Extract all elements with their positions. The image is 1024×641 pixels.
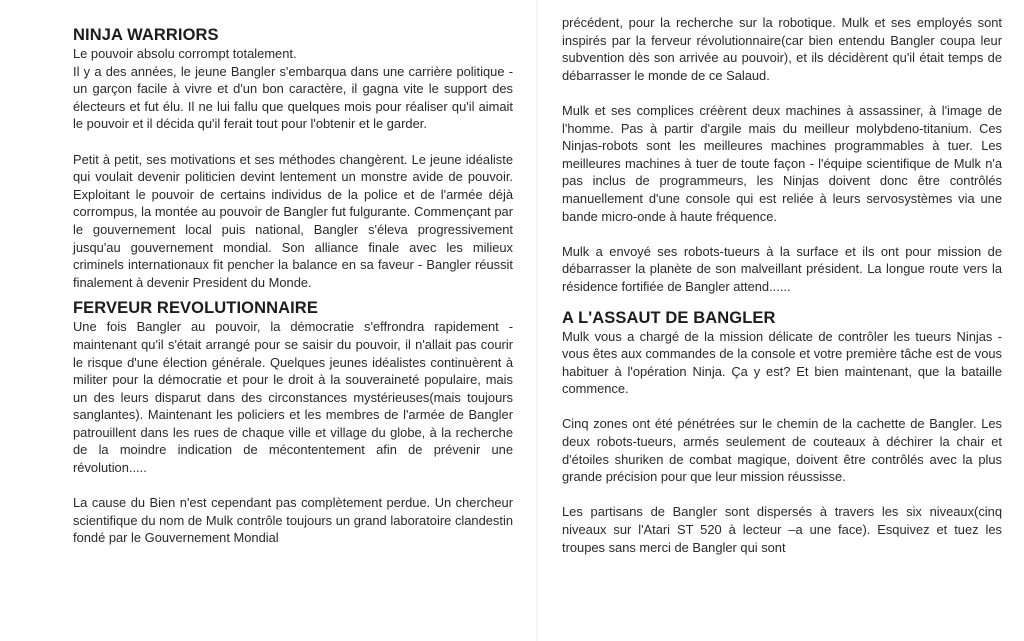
heading-assaut-bangler: A L'ASSAUT DE BANGLER bbox=[562, 308, 776, 327]
paragraph-bangler-rise: Petit à petit, ses motivations et ses méthodes changèrent. Le jeune idéaliste qui voulait devenir politicien devint lentement un monstre avide de pouvoir. Exploitant le pouvoir de certains individus de la police et de l'armée déjà corrompus, la montée au pouvoir de Bangler fut fulgurante. Commençant par le gouvernement local puis national, Bangler s'éleva progressivement jusqu'au gouvernement mondial. Son alliance finale avec les milieux criminels internationaux fit pencher la balance en sa faveur - Bangler réussit finalement à devenir President du Monde. bbox=[73, 151, 513, 290]
paragraph-democracy-collapse: Une fois Bangler au pouvoir, la démocratie s'effrondra rapidement - maintenant qu'il s'était arrangé pour se saisir du pouvoir, il n'allait pas courir le risque d'une élection générale. Quelques jeunes idéalistes continuèrent à militer pour la démocratie et pour le droit à la souveraineté populaire, mais un des leurs disparut dans des circonstances mystérieuses(mais toujours sanglantes). Maintenant les policiers et les membres de l'armée de Bangler patrouillent dans les rues de chaque ville et village du globe, à la recherche de la moindre indication de mécontentement afin de prévenir une révolution..... bbox=[73, 319, 513, 476]
paragraph-mission: Mulk a envoyé ses robots-tueurs à la surface et ils ont pour mission de débarrasser la planète de son malveillant président. La longue route vers la résidence fortifiée de Bangler attend...... bbox=[562, 243, 1002, 294]
paragraph-mulk-robotics: précédent, pour la recherche sur la robotique. Mulk et ses employés sont inspirés par la ferveur révolutionnaire(car bien entendu Bangler coupa leur subvention dès son arrivée au pouvoir), et ils décidèrent qu'il était temps de débarrasser le monde de ce Salaud. bbox=[562, 15, 1002, 83]
page-fold bbox=[536, 0, 538, 641]
heading-ninja-warriors: NINJA WARRIORS bbox=[73, 26, 219, 44]
paragraph-console-control: Mulk vous a chargé de la mission délicate de contrôler les tueurs Ninjas - vous êtes aux commandes de la console et votre première tâche est de vous habituer à l'opération Ninja. Ça y est? Et bien maintenant, que la bataille commence. bbox=[562, 328, 1002, 397]
paragraph-partisans: Les partisans de Bangler sont dispersés à travers les six niveaux(cinq niveaux sur l'Atari ST 520 à lecteur –a une face). Esquivez et tuez les troupes sans merci de Bangler qui sont bbox=[562, 504, 1002, 555]
paragraph-bangler-career: Il y a des années, le jeune Bangler s'embarqua dans une carrière politique - un garçon facile à vivre et d'un bon caractère, il gagna vite le support des électeurs et fut élu. Il ne lui fallu que quelques mois pour réaliser qu'il aimait le pouvoir et il décida qu'il ferait tout pour l'obtenir et le garder. bbox=[73, 63, 513, 132]
right-column bbox=[562, 0, 1002, 556]
paragraph-ninja-robots: Mulk et ses complices créèrent deux machines à assassiner, à l'image de l'homme. Pas à partir d'argile mais du meilleur molybdeno-titanium. Ces Ninjas-robots sont les meilleures machines programmables à tuer. Les meilleures machines à tuer de toute façon - l'équipe scientifique de Mulk n'a pas inclus de programmeurs, les Ninjas doivent donc être contrôlés manuellement d'une console qui est reliée à leurs servosystèmes via une bande micro-onde à haute fréquence. bbox=[562, 102, 1002, 224]
intro-quote: Le pouvoir absolu corrompt totalement. bbox=[73, 46, 297, 61]
paragraph-five-zones: Cinq zones ont été pénétrées sur le chemin de la cachette de Bangler. Les deux robots-tueurs, armés seulement de couteaux à déchirer la chair et d'étoiles shuriken de combat magique, doivent être contrôlés avec la plus grande précision pour que leur mission réussisse. bbox=[562, 416, 1002, 485]
paragraph-mulk-lab: La cause du Bien n'est cependant pas complètement perdue. Un chercheur scientifique du nom de Mulk contrôle toujours un grand laboratoire clandestin fondé par le Gouvernement Mondial bbox=[73, 495, 513, 546]
heading-ferveur-revolutionnaire: FERVEUR REVOLUTIONNAIRE bbox=[73, 299, 318, 318]
left-column bbox=[73, 0, 513, 547]
